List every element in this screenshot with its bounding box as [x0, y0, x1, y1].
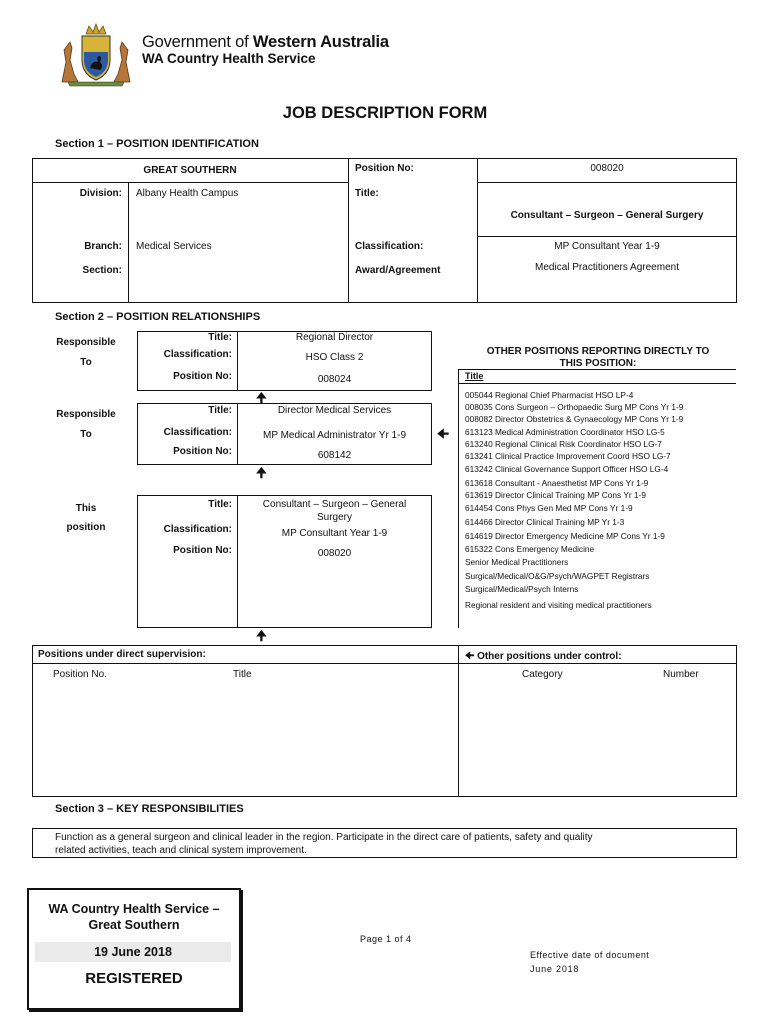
other-position-item: 613618 Consultant - Anaesthetist MP Cons Yr 1-9 — [465, 478, 649, 488]
section3-heading: Section 3 – KEY RESPONSIBILITIES — [55, 803, 244, 815]
box2-position-no-label: Position No: — [173, 446, 232, 457]
control-heading-text: Other positions under control: — [477, 651, 622, 662]
division-value: Albany Health Campus — [136, 188, 239, 199]
government-bold: Western Australia — [252, 33, 389, 51]
box2-title-label: Title: — [208, 405, 232, 416]
other-position-item: 613123 Medical Administration Coordinator HSO LG-5 — [465, 427, 665, 437]
left-arrow-icon: 🠈 — [465, 651, 478, 662]
page-number: Page 1 of 4 — [360, 934, 412, 944]
section2-heading: Section 2 – POSITION RELATIONSHIPS — [55, 311, 261, 323]
other-positions-heading-line1: OTHER POSITIONS REPORTING DIRECTLY TO — [486, 346, 710, 357]
section-label: Section: — [82, 265, 122, 276]
up-arrow-icon: 🠉 — [256, 465, 267, 480]
stamp-line1: WA Country Health Service – — [48, 902, 220, 916]
position-label: position — [66, 522, 106, 533]
title-value: Consultant – Surgeon – General Surgery — [510, 210, 704, 221]
stamp-date: 19 June 2018 — [35, 942, 231, 962]
other-position-item: Surgical/Medical/Psych Interns — [465, 584, 579, 594]
stamp-status: REGISTERED — [85, 970, 183, 987]
box3-classification-label: Classification: — [163, 524, 232, 535]
other-positions-title-label: Title — [465, 371, 484, 381]
wa-coat-of-arms-logo — [56, 22, 136, 88]
award-label: Award/Agreement — [355, 265, 441, 276]
other-position-item: 005044 Regional Chief Pharmacist HSO LP-4 — [465, 390, 634, 400]
control-heading — [465, 649, 622, 666]
branch-label: Branch: — [84, 241, 122, 252]
service-name: WA Country Health Service — [142, 51, 316, 66]
classification-value: MP Consultant Year 1-9 — [554, 241, 660, 252]
other-position-item: 615322 Cons Emergency Medicine — [465, 544, 595, 554]
left-arrow-icon: 🠈 — [437, 426, 450, 441]
other-position-item: Regional resident and visiting medical practitioners — [465, 600, 652, 610]
box2-classification-label: Classification: — [163, 427, 232, 438]
up-arrow-icon: 🠉 — [256, 628, 267, 643]
government-prefix: Government of — [142, 33, 253, 51]
up-arrow-icon: 🠉 — [256, 390, 267, 405]
effective-date-label: Effective date of document — [530, 950, 650, 960]
effective-date-value: June 2018 — [530, 964, 580, 974]
this-label: This — [75, 503, 97, 514]
other-position-item: 614466 Director Clinical Training MP Yr 1-3 — [465, 517, 625, 527]
title-label: Title: — [355, 188, 379, 199]
other-position-item: 614454 Cons Phys Gen Med MP Cons Yr 1-9 — [465, 503, 633, 513]
classification-label: Classification: — [355, 241, 424, 252]
box3-title-line1: Consultant – Surgeon – General — [262, 499, 407, 510]
registration-stamp — [27, 888, 241, 1010]
position-identification-table — [32, 158, 737, 303]
stamp-line2: Great Southern — [88, 918, 180, 932]
other-position-item: 008035 Cons Surgeon – Orthopaedic Surg MP Cons Yr 1-9 — [465, 402, 684, 412]
box1-classification-label: Classification: — [163, 349, 232, 360]
key-responsibilities-line1: Function as a general surgeon and clinical leader in the region. Participate in the direct care of patients, safety and quality — [55, 832, 593, 843]
division-label: Division: — [79, 188, 122, 199]
other-position-item: 614619 Director Emergency Medicine MP Cons Yr 1-9 — [465, 531, 665, 541]
form-title: JOB DESCRIPTION FORM — [282, 104, 488, 122]
box3-position-no: 008020 — [317, 548, 352, 559]
to-label-1: To — [80, 357, 92, 368]
box3-title-line2: Surgery — [316, 512, 352, 523]
region-label: GREAT SOUTHERN — [143, 165, 237, 176]
to-label-2: To — [80, 429, 92, 440]
control-col-number: Number — [663, 669, 699, 680]
box1-position-no-label: Position No: — [173, 371, 232, 382]
other-position-item: 008082 Director Obstetrics & Gynaecology MP Cons Yr 1-9 — [465, 414, 684, 424]
box1-title: Regional Director — [295, 332, 374, 343]
branch-value: Medical Services — [136, 241, 212, 252]
box3-classification: MP Consultant Year 1-9 — [281, 528, 388, 539]
section1-heading: Section 1 – POSITION IDENTIFICATION — [55, 138, 259, 150]
other-position-item: 613240 Regional Clinical Risk Coordinator HSO LG-7 — [465, 439, 662, 449]
supervision-heading: Positions under direct supervision: — [38, 649, 206, 660]
other-positions-heading-line2: THIS POSITION: — [559, 358, 637, 369]
key-responsibilities-line2: related activities, teach and clinical system improvement. — [55, 845, 307, 856]
supervision-col-position: Position No. — [53, 669, 107, 680]
other-position-item: 613241 Clinical Practice Improvement Coord HSO LG-7 — [465, 451, 671, 461]
control-col-category: Category — [522, 669, 563, 680]
box2-classification: MP Medical Administrator Yr 1-9 — [262, 430, 407, 441]
box3-position-no-label: Position No: — [173, 545, 232, 556]
responsible-label-1: Responsible — [56, 337, 116, 348]
other-position-item: 613242 Clinical Governance Support Officer HSO LG-4 — [465, 464, 669, 474]
box1-title-label: Title: — [208, 332, 232, 343]
other-position-item: 613619 Director Clinical Training MP Cons Yr 1-9 — [465, 490, 646, 500]
position-no-value: 008020 — [590, 163, 624, 174]
responsible-label-2: Responsible — [56, 409, 116, 420]
supervision-col-title: Title — [233, 669, 252, 680]
position-no-label: Position No: — [355, 163, 414, 174]
other-position-item: Senior Medical Practitioners — [465, 557, 569, 567]
box3-title-label: Title: — [208, 499, 232, 510]
supervision-table — [32, 645, 737, 797]
box2-position-no: 608142 — [317, 450, 352, 461]
box2-title: Director Medical Services — [277, 405, 392, 416]
government-title — [142, 33, 389, 52]
box1-position-no: 008024 — [317, 374, 352, 385]
other-position-item: Surgical/Medical/O&G/Psych/WAGPET Registrars — [465, 571, 650, 581]
box1-classification: HSO Class 2 — [305, 352, 364, 363]
award-value: Medical Practitioners Agreement — [535, 262, 679, 273]
